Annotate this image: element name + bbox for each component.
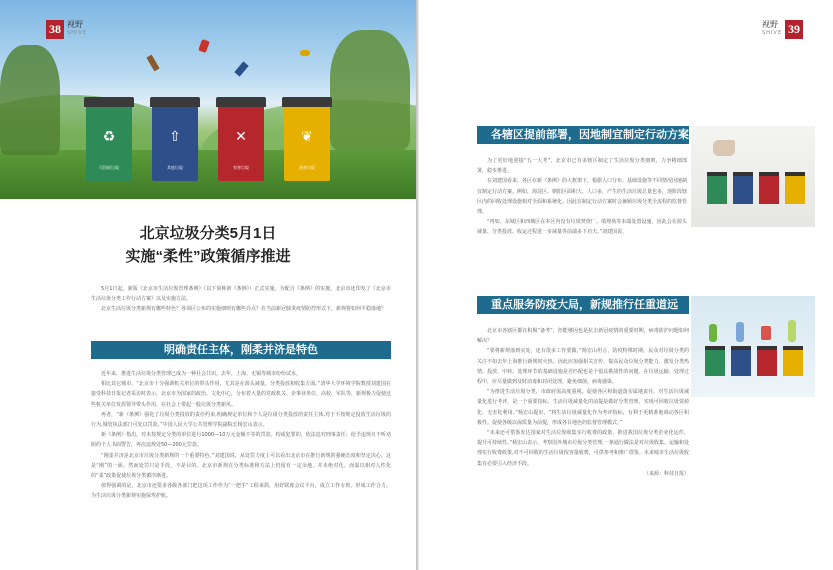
section-tag: 视野 SHIVE [762, 20, 782, 36]
page-folio [759, 18, 803, 40]
page-folio [46, 18, 90, 40]
bin-recyclable [86, 97, 132, 181]
right-page [419, 0, 833, 570]
section-tag: 视野 SHIVE [67, 20, 87, 36]
intro-text: 5月1日起，新版《北京市生活垃圾管理条例》（以下简称新《条例》）正式实施。为配合《条例》的实施，北京市还印发了《北京市生活垃圾分类工作行动方案》以及实施方法。 北京生活垃圾分类新规有哪些特色？各项区公布的实施细则有哪些亮点？在当前新冠肺炎疫情防控形式下，新规将如何平稳落地？ [91, 286, 391, 313]
other-waste-icon: ⇧ [169, 128, 181, 145]
bin-other [152, 97, 198, 181]
page-number: 38 [46, 20, 64, 39]
article-title-line2: 实施“柔性”政策循序推进 [125, 248, 291, 265]
bin-kitchen [284, 97, 330, 181]
section-body: 北京市各辖区都在积极“备考”，但能够因也是抗击新冠疫情的重要时期，病毒防护问题如何解决？ “要将新规落到实处，还有很多工作要做。”杨宏山坦言，防疫特殊时期，民众对垃圾分类的关注不如去年上海推行新规时火热。因此应加强相关宣传，提高民众垃圾分类能力，激发分类热情。投放、中转、处理环节的基础设施是否匹配也是个很具挑战性的问题。在垃圾运输、处理过程中，应尽量做到及时消毒和封闭处理，避免细菌、病毒感染。 “为推进生活垃圾分类，市政府需高度重视。促使各区和街道落实属地责任。对生活垃圾减量化进行考评，是一个重要指标。生活垃圾减量化的前提是做好分类管理，实现可回收垃圾资源化，无害化利用。”杨宏山提出，“将生活垃圾减量化作为考评指标，有利于更精准地调动各区积极性。促使各级以保质量为前提，形成各目地色的监督管理模式。” “未来还可借鉴发达国家对生活垃圾收集实行收费的政策，推进我国垃圾分类企业化运作，提升可持续性。”杨宏山表示，考察国外城市垃圾分类管理,一条通行做法是对垃圾收集、运输和处理实行收费政策,对不可回收的生活垃圾按容量收费，可供参考和推广借鉴。未来城市生活垃圾收集有必要引入经济手段。 （来源：科技日报） [477, 326, 689, 479]
section-body: 近年来，推进生活垃圾分类管理已成为一种社会共识。去年，上海、无锡等城市纷纷试水。 相比其它城市，“北京市十分强调机关单位的带头作用，尤其是在源头减量、分类投放和收集方面。”清华大学环境学院教授刘建国在接受科技日报记者采访时表示，北京市为国家的政治、文化中心，分布着大量的党政机关、企事业单位、高校、军队等，新规极力促使这些机关单位发挥领导带头作用，在社会上带起一股垃圾分类新风。 再者，“新《条例》强化了垃圾分类投放的责任约束,明确规定单位和个人是垃圾分类投放的责任主体,对于不按规定投放生活垃圾的行为,城管执法部门可处以罚款。”中国人民大学公共管理学院副院长杨宏山表示。 新《条例》指出，对未按规定分类的单位进行1000—10万元金额不等的罚款，构成犯罪的，依法追究刑事责任；给予违规且不听劝阻的个人书面警告，再次违规处50—200元罚款。 “刚柔并济是北京市垃圾分类新规的一个重要特色。”刘建国说，从处罚力度上可以看出北京市在推行新规的强硬态度和坚定决心。这是“刚”的一面。然而处罚只是手段，不是目的。北京市新规在分类标准和方法上仍留有一定余地，并未绝对化。而温以相对人性化的“柔”政策促使垃圾分类循序渐进。 值得强调的是，北京市还要求各级各部门把这项工作作为“一把手”工程来抓，用好联席会议平台，成立工作专班，形成工作合力，为生活垃圾分类新规实施保驾护航。 [91, 371, 392, 500]
section-body: 为了更好地迎接“五一大考”，北京市已有多辖区制定了生活垃圾分类细则，力争精细部署，稳步推进。 在刘建国看来，各区在新《条例》的大框架下，根据人口分布、基础设施等不同情况因地制宜制定行动方案。例如，海淀区、朝阳区面积大、人口多，产生的生活垃圾总量也多，现阶段辖区内的回收处理设施相对全面和系统化。因此在制定行动方案时会兼顾垃圾分类全流程的监督管理。 “再如，东城区和西城区在本区内没有垃圾焚烧厂、填埋场等末端处置设施，因此会在源头减量、分类投放、收运过程进一步减量等前端多下功夫。”刘建国说。 [477, 158, 688, 236]
article-title-line1: 北京垃圾分类5月1日 [139, 225, 277, 242]
section-heading: 明确责任主体，刚柔并济是特色 [91, 341, 391, 359]
bin-label: 可回收垃圾 [99, 164, 119, 170]
page-number: 39 [785, 20, 803, 39]
bin-label: 厨余垃圾 [299, 164, 315, 170]
bin-label: 其他垃圾 [167, 164, 183, 170]
bin-label: 有害垃圾 [233, 164, 249, 170]
kitchen-waste-icon: ❦ [301, 128, 313, 145]
section-heading: 各辖区提前部署，因地制宜制定行动方案 [477, 126, 689, 144]
photo-bins-with-waste [691, 296, 815, 397]
photo-bins-with-hand [691, 126, 815, 227]
source-credit: （来源：科技日报） [643, 470, 689, 477]
bin-hazardous [218, 97, 264, 181]
section-heading: 重点服务防疫大局，新规推行任重道远 [477, 296, 689, 314]
left-page [0, 0, 416, 570]
hazard-icon: ✕ [235, 128, 247, 145]
recycle-icon: ♻ [102, 128, 116, 145]
